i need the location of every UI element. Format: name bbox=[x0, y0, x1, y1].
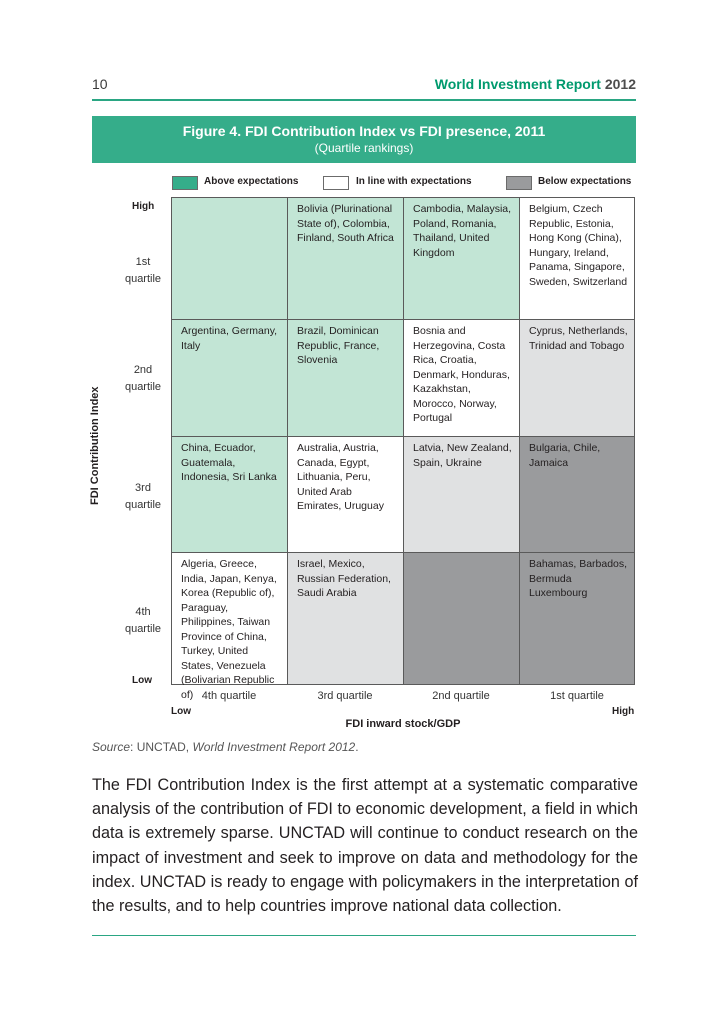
x-quartile-1: 1st quartile bbox=[550, 690, 604, 702]
report-title: World Investment Report bbox=[434, 76, 601, 92]
matrix-cell: China, Ecuador, Guatemala, Indonesia, Sri Lanka bbox=[171, 436, 288, 553]
source-suffix: . bbox=[355, 740, 359, 754]
matrix-cell: Latvia, New Zealand, Spain, Ukraine bbox=[403, 436, 520, 553]
x-quartile-4: 4th quartile bbox=[201, 690, 257, 702]
y-axis-low: Low bbox=[132, 675, 152, 686]
matrix-cell: Bahamas, Barbados, Bermuda Luxembourg bbox=[519, 552, 635, 685]
running-title bbox=[435, 76, 636, 92]
legend-label-below: Below expectations bbox=[538, 176, 632, 187]
matrix-cell: Belgium, Czech Republic, Estonia, Hong Kong (China), Hungary, Ireland, Panama, Singapore, Sweden, Switzerland bbox=[519, 197, 635, 320]
legend bbox=[92, 176, 636, 190]
matrix-cell bbox=[403, 552, 520, 685]
matrix-cell: Bolivia (Plurinational State of), Colombia, Finland, South Africa bbox=[287, 197, 404, 320]
body-paragraph: The FDI Contribution Index is the first attempt at a systematic comparative analysis of the contribution of FDI to economic development, a field in which data is extremely sparse. UNCTAD will continue to conduct research on the impact of investment and seek to improve on data and methodology for the index. UNCTAD is ready to engage with policymakers in the interpretation of the results, and to help countries improve national data collection. bbox=[92, 776, 638, 916]
page-header bbox=[92, 76, 636, 98]
x-axis-high: High bbox=[612, 706, 635, 717]
matrix-cell: Brazil, Dominican Republic, France, Slovenia bbox=[287, 319, 404, 437]
matrix-cell bbox=[171, 197, 288, 320]
source-prefix: Source bbox=[92, 740, 131, 754]
source-org: : UNCTAD, bbox=[130, 740, 193, 754]
x-quartile-3: 3rd quartile bbox=[317, 690, 373, 702]
matrix-cell: Bosnia and Herzegovina, Costa Rica, Croatia, Denmark, Honduras, Kazakhstan, Morocco, Norway, Portugal bbox=[403, 319, 520, 437]
footer-rule bbox=[92, 935, 636, 936]
y-axis-high: High bbox=[132, 201, 155, 212]
page-number: 10 bbox=[92, 76, 108, 92]
figure-source bbox=[92, 740, 359, 754]
source-title: World Investment Report 2012 bbox=[192, 740, 356, 754]
legend-swatch-below bbox=[506, 176, 532, 190]
matrix-cell: Cambodia, Malaysia, Poland, Romania, Thailand, United Kingdom bbox=[403, 197, 520, 320]
figure-subtitle: (Quartile rankings) bbox=[314, 141, 414, 155]
legend-swatch-above bbox=[172, 176, 198, 190]
y-quartile-1-label: 1st quartile bbox=[124, 256, 162, 285]
matrix-cell: Cyprus, Netherlands, Trinidad and Tobago bbox=[519, 319, 635, 437]
matrix-cell: Australia, Austria, Canada, Egypt, Lithuania, Peru, United Arab Emirates, Uruguay bbox=[287, 436, 404, 553]
x-axis-low: Low bbox=[171, 706, 191, 717]
report-year: 2012 bbox=[604, 76, 636, 92]
y-quartile-4 bbox=[118, 604, 168, 638]
y-axis-title: FDI Contribution Index bbox=[89, 386, 101, 505]
y-quartile-1 bbox=[118, 254, 168, 288]
x-quartile-2: 2nd quartile bbox=[432, 690, 490, 702]
x-axis-title: FDI inward stock/GDP bbox=[345, 718, 461, 730]
header-rule bbox=[92, 99, 636, 101]
y-quartile-2-label: 2nd quartile bbox=[124, 364, 162, 393]
legend-label-above: Above expectations bbox=[204, 176, 299, 187]
figure-banner bbox=[92, 116, 636, 163]
y-quartile-4-label: 4th quartile bbox=[124, 606, 162, 635]
legend-label-inline: In line with expectations bbox=[356, 176, 472, 187]
y-quartile-2 bbox=[118, 362, 168, 396]
figure-title: Figure 4. FDI Contribution Index vs FDI presence, 2011 bbox=[182, 123, 546, 139]
y-quartile-3 bbox=[118, 480, 168, 514]
y-quartile-3-label: 3rd quartile bbox=[124, 482, 162, 511]
matrix-cell: Algeria, Greece, India, Japan, Kenya, Korea (Republic of), Paraguay, Philippines, Taiwan Province of China, Turkey, United States, Venezuela (Bolivarian Republic of) bbox=[171, 552, 288, 685]
matrix-cell: Israel, Mexico, Russian Federation, Saudi Arabia bbox=[287, 552, 404, 685]
legend-swatch-inline bbox=[323, 176, 349, 190]
matrix-cell: Argentina, Germany, Italy bbox=[171, 319, 288, 437]
matrix-cell: Bulgaria, Chile, Jamaica bbox=[519, 436, 635, 553]
